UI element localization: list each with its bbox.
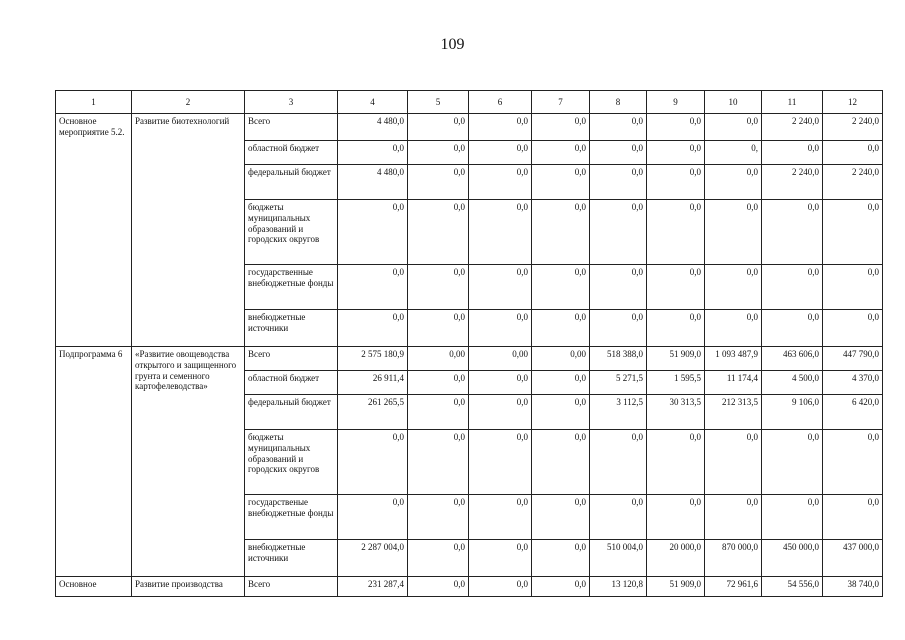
amount-cell: 0,0	[338, 310, 408, 347]
activity-label: Основное мероприятие 5.2.	[56, 114, 132, 347]
amount-cell: 2 240,0	[762, 114, 823, 141]
table-row	[56, 577, 883, 597]
funding-source: бюджеты муниципальных образований и городских округов	[245, 430, 338, 495]
amount-cell: 0,0	[408, 577, 469, 597]
amount-cell: 5 271,5	[590, 371, 647, 395]
amount-cell: 0,0	[338, 141, 408, 165]
column-header: 8	[590, 91, 647, 114]
amount-cell: 0,0	[408, 200, 469, 265]
funding-source: Всего	[245, 577, 338, 597]
amount-cell: 0,0	[590, 265, 647, 310]
funding-source: Всего	[245, 347, 338, 371]
amount-cell: 1 595,5	[647, 371, 705, 395]
amount-cell: 0,	[705, 141, 762, 165]
amount-cell: 0,0	[408, 395, 469, 430]
amount-cell: 0,0	[647, 495, 705, 540]
amount-cell: 231 287,4	[338, 577, 408, 597]
amount-cell: 0,0	[532, 310, 590, 347]
column-header: 1	[56, 91, 132, 114]
amount-cell: 0,00	[408, 347, 469, 371]
amount-cell: 4 370,0	[823, 371, 883, 395]
amount-cell: 9 106,0	[762, 395, 823, 430]
amount-cell: 0,0	[823, 310, 883, 347]
amount-cell: 0,0	[338, 430, 408, 495]
amount-cell: 0,0	[532, 430, 590, 495]
column-header: 11	[762, 91, 823, 114]
column-header: 4	[338, 91, 408, 114]
amount-cell: 0,0	[590, 165, 647, 200]
funding-source: бюджеты муниципальных образований и городских округов	[245, 200, 338, 265]
budget-table	[55, 90, 883, 597]
funding-source: внебюджетные источники	[245, 540, 338, 577]
funding-source: государственные внебюджетные фонды	[245, 265, 338, 310]
amount-cell: 0,0	[590, 114, 647, 141]
amount-cell: 447 790,0	[823, 347, 883, 371]
page-number: 109	[440, 36, 465, 53]
column-header: 3	[245, 91, 338, 114]
column-header: 2	[132, 91, 245, 114]
amount-cell: 0,0	[469, 540, 532, 577]
amount-cell: 0,0	[823, 495, 883, 540]
amount-cell: 0,0	[408, 495, 469, 540]
amount-cell: 0,0	[705, 430, 762, 495]
column-header: 12	[823, 91, 883, 114]
amount-cell: 2 240,0	[762, 165, 823, 200]
amount-cell: 0,0	[762, 200, 823, 265]
amount-cell: 0,0	[532, 577, 590, 597]
amount-cell: 2 287 004,0	[338, 540, 408, 577]
amount-cell: 11 174,4	[705, 371, 762, 395]
column-header: 5	[408, 91, 469, 114]
funding-source: Всего	[245, 114, 338, 141]
amount-cell: 0,0	[823, 430, 883, 495]
amount-cell: 510 004,0	[590, 540, 647, 577]
amount-cell: 72 961,6	[705, 577, 762, 597]
column-header: 6	[469, 91, 532, 114]
amount-cell: 0,0	[705, 310, 762, 347]
funding-source: государственые внебюджетные фонды	[245, 495, 338, 540]
amount-cell: 0,0	[338, 495, 408, 540]
amount-cell: 4 480,0	[338, 114, 408, 141]
funding-source: областной бюджет	[245, 141, 338, 165]
table-body	[56, 114, 883, 597]
amount-cell: 0,0	[408, 430, 469, 495]
amount-cell: 261 265,5	[338, 395, 408, 430]
amount-cell: 0,0	[590, 430, 647, 495]
amount-cell: 0,0	[762, 495, 823, 540]
amount-cell: 0,0	[408, 165, 469, 200]
header-row	[56, 91, 883, 114]
amount-cell: 0,0	[469, 114, 532, 141]
amount-cell: 0,0	[532, 200, 590, 265]
amount-cell: 0,0	[532, 371, 590, 395]
amount-cell: 3 112,5	[590, 395, 647, 430]
amount-cell: 450 000,0	[762, 540, 823, 577]
funding-source: федеральный бюджет	[245, 395, 338, 430]
amount-cell: 38 740,0	[823, 577, 883, 597]
column-header: 9	[647, 91, 705, 114]
amount-cell: 0,0	[590, 310, 647, 347]
amount-cell: 518 388,0	[590, 347, 647, 371]
amount-cell: 0,0	[532, 114, 590, 141]
amount-cell: 30 313,5	[647, 395, 705, 430]
amount-cell: 0,0	[469, 495, 532, 540]
amount-cell: 0,0	[408, 114, 469, 141]
amount-cell: 0,0	[762, 141, 823, 165]
amount-cell: 0,0	[647, 200, 705, 265]
amount-cell: 0,0	[705, 495, 762, 540]
activity-label: Подпрограмма 6	[56, 347, 132, 577]
amount-cell: 0,0	[469, 265, 532, 310]
amount-cell: 0,0	[823, 200, 883, 265]
amount-cell: 0,0	[408, 141, 469, 165]
amount-cell: 54 556,0	[762, 577, 823, 597]
amount-cell: 0,0	[532, 495, 590, 540]
amount-cell: 1 093 487,9	[705, 347, 762, 371]
amount-cell: 0,0	[590, 141, 647, 165]
amount-cell: 0,0	[705, 265, 762, 310]
amount-cell: 0,0	[705, 165, 762, 200]
amount-cell: 0,0	[469, 577, 532, 597]
amount-cell: 212 313,5	[705, 395, 762, 430]
amount-cell: 0,0	[762, 310, 823, 347]
amount-cell: 0,0	[647, 310, 705, 347]
amount-cell: 0,0	[823, 141, 883, 165]
amount-cell: 4 480,0	[338, 165, 408, 200]
amount-cell: 6 420,0	[823, 395, 883, 430]
amount-cell: 0,0	[469, 395, 532, 430]
amount-cell: 0,0	[705, 114, 762, 141]
amount-cell: 2 575 180,9	[338, 347, 408, 371]
amount-cell: 0,0	[469, 371, 532, 395]
amount-cell: 0,0	[532, 395, 590, 430]
amount-cell: 0,0	[590, 495, 647, 540]
amount-cell: 0,0	[762, 430, 823, 495]
amount-cell: 51 909,0	[647, 577, 705, 597]
amount-cell: 13 120,8	[590, 577, 647, 597]
amount-cell: 0,0	[408, 371, 469, 395]
amount-cell: 0,00	[469, 347, 532, 371]
amount-cell: 0,0	[408, 310, 469, 347]
activity-title: Развитие производства	[132, 577, 245, 597]
amount-cell: 51 909,0	[647, 347, 705, 371]
amount-cell: 4 500,0	[762, 371, 823, 395]
amount-cell: 0,0	[532, 141, 590, 165]
amount-cell: 0,0	[647, 430, 705, 495]
amount-cell: 0,0	[469, 430, 532, 495]
amount-cell: 0,0	[705, 200, 762, 265]
amount-cell: 0,00	[532, 347, 590, 371]
amount-cell: 0,0	[647, 165, 705, 200]
amount-cell: 0,0	[469, 310, 532, 347]
amount-cell: 0,0	[408, 265, 469, 310]
amount-cell: 0,0	[532, 540, 590, 577]
funding-source: областной бюджет	[245, 371, 338, 395]
amount-cell: 20 000,0	[647, 540, 705, 577]
amount-cell: 0,0	[469, 141, 532, 165]
amount-cell: 463 606,0	[762, 347, 823, 371]
amount-cell: 26 911,4	[338, 371, 408, 395]
activity-title: Развитие биотехнологий	[132, 114, 245, 347]
activity-title: «Развитие овощеводства открытого и защищенного грунта и семенного картофелеводства»	[132, 347, 245, 577]
amount-cell: 2 240,0	[823, 165, 883, 200]
amount-cell: 0,0	[762, 265, 823, 310]
amount-cell: 0,0	[590, 200, 647, 265]
amount-cell: 0,0	[647, 114, 705, 141]
column-header: 7	[532, 91, 590, 114]
activity-label: Основное	[56, 577, 132, 597]
amount-cell: 0,0	[532, 265, 590, 310]
funding-source: федеральный бюджет	[245, 165, 338, 200]
column-header: 10	[705, 91, 762, 114]
amount-cell: 437 000,0	[823, 540, 883, 577]
amount-cell: 0,0	[338, 265, 408, 310]
table-row	[56, 114, 883, 141]
amount-cell: 0,0	[338, 200, 408, 265]
table-row	[56, 347, 883, 371]
funding-source: внебюджетные источники	[245, 310, 338, 347]
amount-cell: 0,0	[647, 265, 705, 310]
amount-cell: 0,0	[532, 165, 590, 200]
amount-cell: 870 000,0	[705, 540, 762, 577]
amount-cell: 0,0	[469, 165, 532, 200]
amount-cell: 0,0	[469, 200, 532, 265]
amount-cell: 2 240,0	[823, 114, 883, 141]
amount-cell: 0,0	[823, 265, 883, 310]
amount-cell: 0,0	[408, 540, 469, 577]
amount-cell: 0,0	[647, 141, 705, 165]
